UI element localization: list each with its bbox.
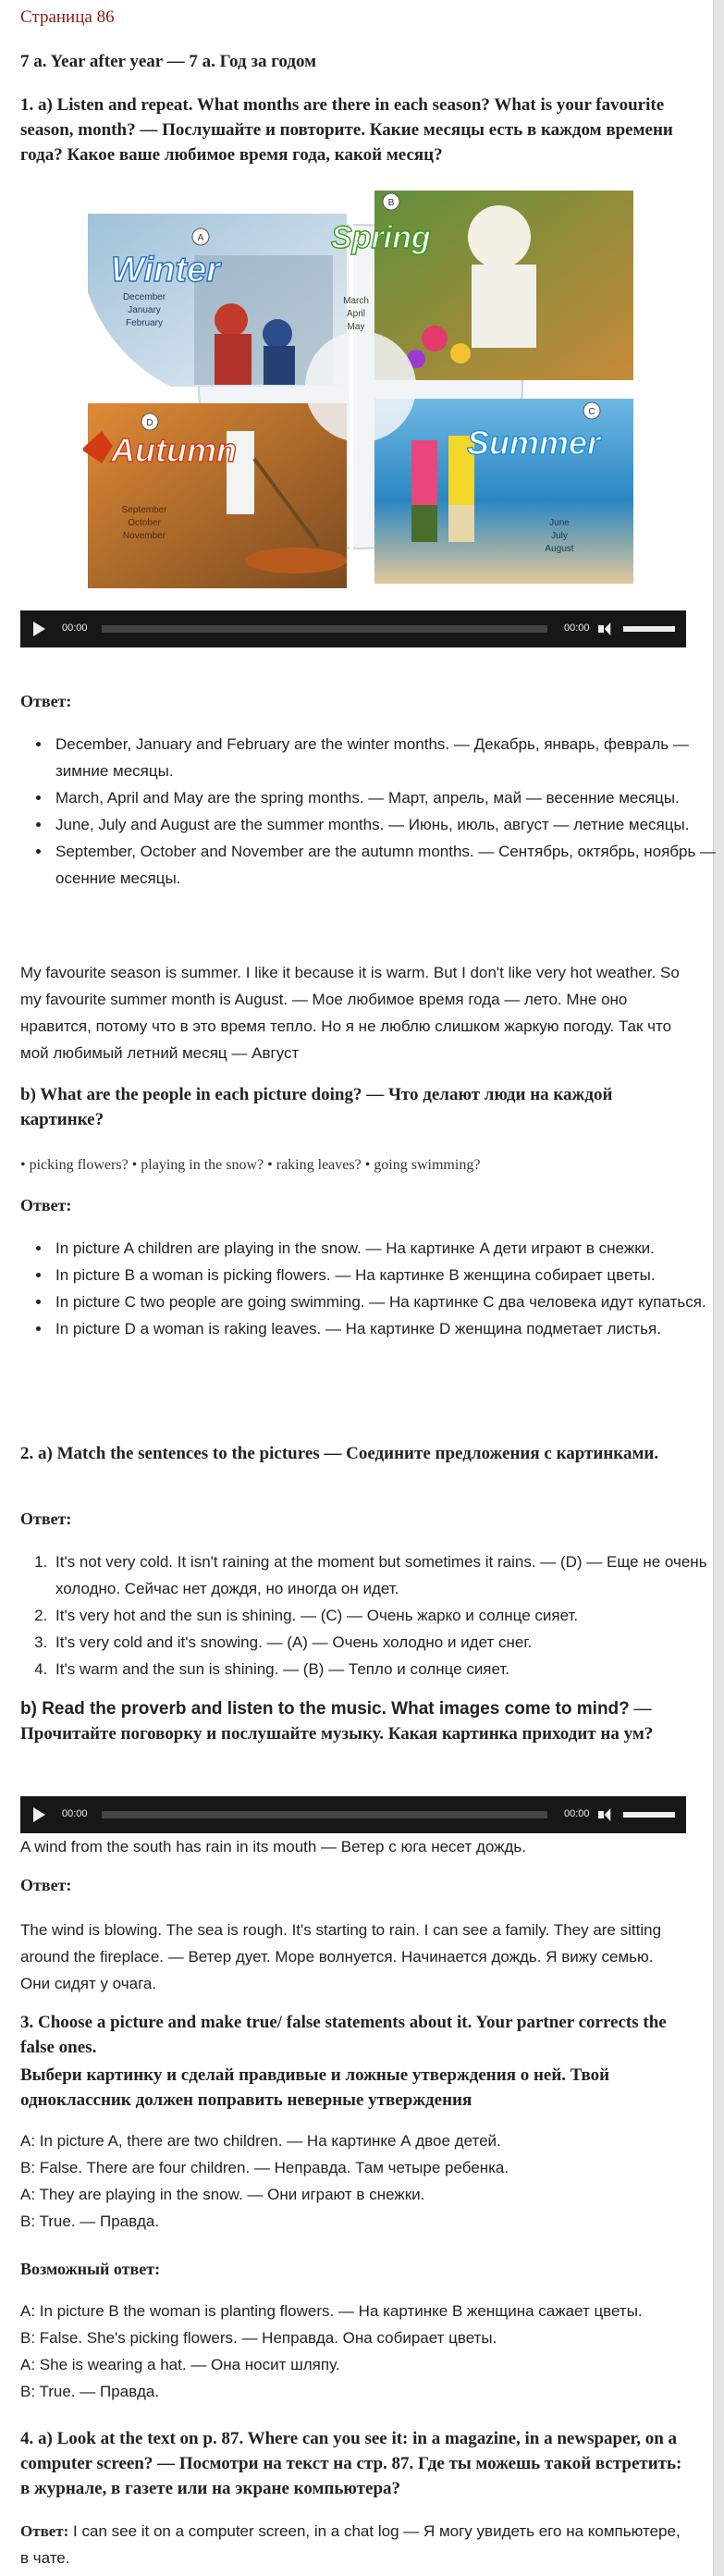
play-button[interactable] <box>33 1807 45 1822</box>
audio-player-2 <box>20 1796 686 1833</box>
dialog-line: B: True. — Правда. <box>20 2383 160 2400</box>
answer-1b-list <box>20 1235 718 1342</box>
task-2b-prefix: b) Read the proverb and listen to the music. What images come to mind? <box>20 1699 630 1719</box>
dialog-example <box>20 2127 686 2235</box>
volume-slider[interactable] <box>623 1812 675 1818</box>
summer-month-2: July <box>551 531 568 541</box>
audio-player-1 <box>20 610 686 647</box>
summer-month-1: June <box>549 518 570 528</box>
list-item: • March, April and May are the spring months. — Март, апрель, май — весенние месяцы. <box>52 784 718 811</box>
current-time: 00:00 <box>62 622 88 634</box>
list-item: • In picture B a woman is picking flowers. — На картинке B женщина собирает цветы. <box>52 1262 718 1288</box>
winter-title: Winter <box>111 251 220 290</box>
task-1b: b) What are the people in each picture doing? — Что делают люди на каждой картинке? <box>20 1085 613 1129</box>
spring-title: Spring <box>331 220 431 255</box>
answer-label-2b: Ответ: <box>20 1876 72 1894</box>
dialog-line: B: True. — Правда. <box>20 2212 160 2230</box>
autumn-letter: D <box>146 418 153 428</box>
list-item: 3. It's very cold and it's snowing. — (A) — Очень холодно и идет снег. <box>52 1629 718 1656</box>
dialog-line: A: They are playing in the snow. — Они играют в снежки. <box>20 2186 425 2203</box>
page-label: Страница 86 <box>20 7 115 27</box>
answer-4a-text: I can see it on a computer screen, in a chat log — Я могу увидеть его на компьютере, в чате. <box>20 2522 681 2567</box>
answer-label-4a: Ответ: <box>20 2522 69 2540</box>
task-3-ru: Выбери картинку и сделай правдивые и ложные утверждения о ней. Твой одноклассник должен поправить неверные утверждения <box>20 2065 610 2110</box>
summer-title: Summer <box>467 424 601 462</box>
list-item: • June, July and August are the summer months. — Июнь, июль, август — летние месяцы. <box>52 811 718 838</box>
speaker-icon <box>605 622 611 635</box>
answer-1a-list <box>20 731 718 892</box>
play-button[interactable] <box>33 622 45 636</box>
spring-month-3: May <box>347 322 365 332</box>
winter-month-3: February <box>125 318 164 328</box>
current-time: 00:00 <box>62 1808 88 1819</box>
list-item: • In picture C two people are going swimming. — На картинке C два человека идут купаться. <box>52 1288 718 1315</box>
volume-slider[interactable] <box>623 626 675 632</box>
answer-label-1a: Ответ: <box>20 692 72 710</box>
task-4a: 4. a) Look at the text on p. 87. Where can you see it: in a magazine, in a newspaper, on a computer screen? — Посмотри на текст на стр. 87. Где ты можешь такой встретить: в журнале, в газете или на экране компьютера? <box>20 2429 682 2498</box>
dialog-line: B: False. She's picking flowers. — Неправда. Она собирает цветы. <box>20 2329 497 2347</box>
list-item: 1. It's not very cold. It isn't raining at the moment but sometimes it rains. — (D) — Еще не очень холодно. Сейчас нет дождя, но иногда он идет. <box>52 1548 718 1602</box>
volume-icon[interactable] <box>598 622 604 633</box>
lesson-title: 7 a. Year after year — 7 a. Год за годом <box>20 52 317 71</box>
speaker-icon <box>605 1808 611 1821</box>
total-time: 00:00 <box>564 1808 590 1819</box>
answer-4a <box>20 2518 686 2571</box>
task-1a: 1. a) Listen and repeat. What months are there in each season? What is your favourite season, month? — Послушайте и повторите. Какие месяцы есть в каждом времени года? Какое ваше любимое время года, какой месяц? <box>20 95 673 165</box>
autumn-month-2: October <box>128 518 161 528</box>
list-item: 4. It's warm and the sun is shining. — (B) — Тепло и солнце сияет. <box>52 1656 718 1682</box>
task-2b-suffix: — Прочитайте поговорку и послушайте музыку. Какая картинка приходит на ум? <box>20 1699 654 1744</box>
task-2b <box>20 1696 686 1746</box>
task-1b-hints: • picking flowers? • playing in the snow? • raking leaves? • going swimming? <box>20 1157 481 1173</box>
dialog-line: A: In picture B the woman is planting flowers. — На картинке В женщина сажает цветы. <box>20 2302 643 2320</box>
task-2a: 2. a) Match the sentences to the pictures — Соедините предложения с картинками. <box>20 1444 659 1463</box>
winter-month-2: January <box>128 305 161 315</box>
volume-icon[interactable] <box>598 1807 604 1818</box>
total-time: 00:00 <box>564 622 590 634</box>
dialog-answer <box>20 2298 686 2405</box>
dialog-line: A: In picture A, there are two children. — На картинке А двое детей. <box>20 2132 501 2150</box>
spring-month-2: April <box>346 309 366 319</box>
answer-2a-list <box>20 1548 718 1682</box>
winter-month-1: December <box>122 292 166 302</box>
list-item: 2. It's very hot and the sun is shining. — (C) — Очень жарко и солнце сияет. <box>52 1602 718 1629</box>
list-item: • December, January and February are the winter months. — Декабрь, январь, февраль — зимние месяцы. <box>52 731 718 784</box>
dialog-line: A: She is wearing a hat. — Она носит шляпу. <box>20 2356 340 2373</box>
answer-label-2a: Ответ: <box>20 1510 72 1528</box>
winter-letter: A <box>197 233 204 243</box>
seasons-image <box>83 181 638 593</box>
proverb: A wind from the south has rain in its mouth — Ветер с юга несет дождь. <box>20 1838 527 1855</box>
task-3: 3. Choose a picture and make true/ false statements about it. Your partner corrects the false ones. <box>20 2013 667 2057</box>
spring-photo <box>374 191 633 380</box>
spring-letter: B <box>387 198 395 208</box>
dialog-line: B: False. There are four children. — Неправда. Там четыре ребенка. <box>20 2159 509 2176</box>
summer-month-3: August <box>545 544 574 554</box>
answer-2b: The wind is blowing. The sea is rough. It's starting to rain. I can see a family. They are sitting around the fireplace. — Ветер дует. Море волнуется. Начинается дождь. Я вижу семью. Они сидят у очага. <box>20 1921 662 1992</box>
progress-bar[interactable] <box>102 625 547 633</box>
spring-month-1: March <box>343 296 369 306</box>
autumn-month-1: September <box>121 505 167 515</box>
answer-label-1b: Ответ: <box>20 1196 72 1214</box>
list-item: • In picture A children are playing in the snow. — На картинке A дети играют в снежки. <box>52 1235 718 1262</box>
autumn-month-3: November <box>122 531 166 541</box>
possible-answer-label: Возможный ответ: <box>20 2260 161 2278</box>
autumn-title: Autumn <box>111 431 237 469</box>
progress-bar[interactable] <box>102 1811 547 1818</box>
list-item: • September, October and November are the autumn months. — Сентябрь, октябрь, ноябрь — осенние месяцы. <box>52 838 718 892</box>
summer-letter: C <box>588 407 595 417</box>
favourite-season-text: My favourite season is summer. I like it because it is warm. But I don't like very hot weather. So my favourite summer month is August. — Мое любимое время года — лето. Мне оно нравится, потому что в это время тепло. Но я не люблю слишком жаркую погоду. Так что мой любимый летний месяц — Август <box>20 964 680 1062</box>
list-item: • In picture D a woman is raking leaves. — На картинке D женщина подметает листья. <box>52 1315 718 1342</box>
